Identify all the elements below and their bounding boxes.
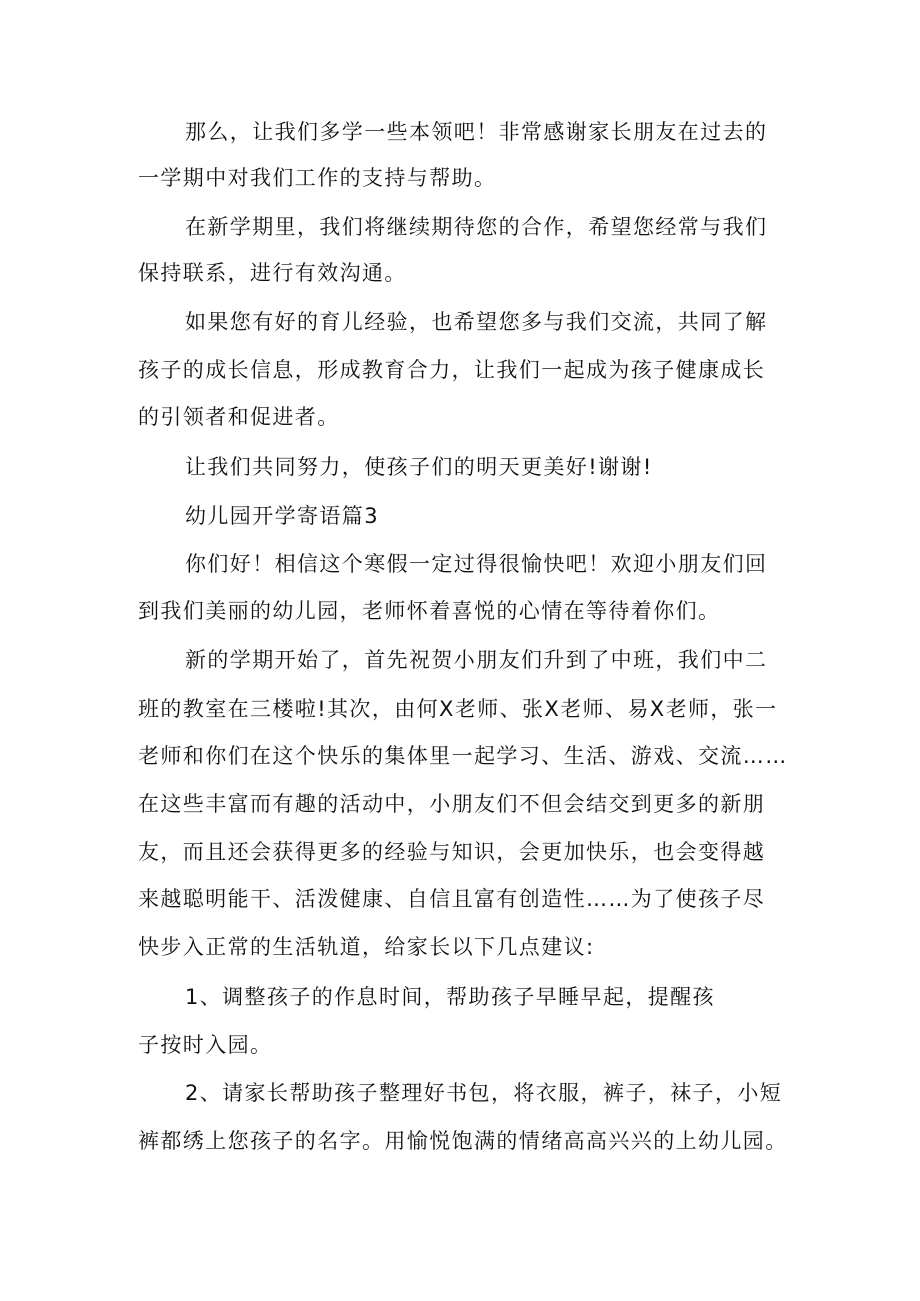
paragraph-3-line-1: 如果您有好的育儿经验，也希望您多与我们交流，共同了解 xyxy=(185,310,768,334)
paragraph-6-line-1: 你们好！相信这个寒假一定过得很愉快吧！欢迎小朋友们回 xyxy=(185,552,768,576)
paragraph-3-line-3: 的引领者和促进者。 xyxy=(138,405,340,429)
paragraph-8-line-1: 1、调整孩子的作息时间，帮助孩子早睡早起，提醒孩 xyxy=(185,985,715,1009)
paragraph-7-line-5: 友，而且还会获得更多的经验与知识，会更加快乐，也会变得越 xyxy=(138,840,766,864)
paragraph-1-line-2: 一学期中对我们工作的支持与帮助。 xyxy=(138,166,497,190)
paragraph-8-line-2: 子按时入园。 xyxy=(138,1033,273,1057)
paragraph-7-line-2: 班的教室在三楼啦!其次，由何X老师、张X老师、易X老师，张一 xyxy=(138,697,778,721)
paragraph-9-line-1: 2、请家长帮助孩子整理好书包，将衣服，裤子，袜子，小短 xyxy=(185,1081,783,1105)
paragraph-7-line-4: 在这些丰富而有趣的活动中，小朋友们不但会结交到更多的新朋 xyxy=(138,792,766,816)
section-heading: 幼儿园开学寄语篇3 xyxy=(185,504,379,528)
paragraph-2-line-2: 保持联系，进行有效沟通。 xyxy=(138,261,407,285)
paragraph-3-line-2: 孩子的成长信息，形成教育合力，让我们一起成为孩子健康成长 xyxy=(138,358,766,382)
paragraph-2-line-1: 在新学期里，我们将继续期待您的合作，希望您经常与我们 xyxy=(185,215,768,239)
paragraph-7-line-3: 老师和你们在这个快乐的集体里一起学习、生活、游戏、交流…… xyxy=(138,744,788,768)
paragraph-7-line-6: 来越聪明能干、活泼健康、自信且富有创造性……为了使孩子尽 xyxy=(138,887,766,911)
paragraph-6-line-2: 到我们美丽的幼儿园，老师怀着喜悦的心情在等待着你们。 xyxy=(138,599,721,623)
paragraph-7-line-1: 新的学期开始了，首先祝贺小朋友们升到了中班，我们中二 xyxy=(185,648,768,672)
paragraph-1-line-1: 那么，让我们多学一些本领吧！非常感谢家长朋友在过去的 xyxy=(185,120,768,144)
paragraph-9-line-2: 裤都绣上您孩子的名字。用愉悦饱满的情绪高高兴兴的上幼儿园。 xyxy=(138,1129,788,1153)
paragraph-7-line-7: 快步入正常的生活轨道，给家长以下几点建议: xyxy=(138,935,595,959)
paragraph-4-line-1: 让我们共同努力，使孩子们的明天更美好!谢谢! xyxy=(185,455,653,479)
